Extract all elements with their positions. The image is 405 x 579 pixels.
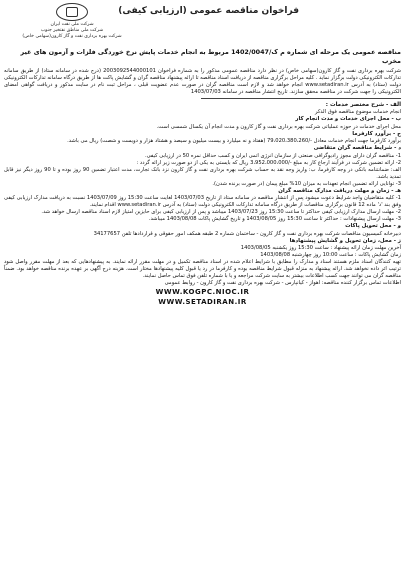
oil-company-emblem-icon bbox=[56, 3, 88, 21]
logo-line: شرکت ملی مناطق نفتخیز جنوب bbox=[40, 28, 104, 33]
section-e-title: هـ - زمان و مهلت دریافت مدارک مناقصه گران bbox=[278, 187, 401, 194]
section-a-text: انجام خدمات موضوع مناقصه فوق الذکر bbox=[314, 109, 401, 115]
notice-title: فراخوان مناقصه عمومی (ارزیابی کیفی) bbox=[118, 6, 299, 16]
section-e-item: 2- مهلت ارسال مدارک ارزیابی کیفی حداکثر تا ساعت 15:30 روز 1403/07/23 میباشد و پس از ارزیابی کیفی برای حایزین امتیاز لازم اسناد مناقصه ارسال خواهد شد. bbox=[41, 209, 401, 215]
section-g-note: اطلاعات تماس برگزار کننده مناقصه: اهواز - کیانپارس - شرکت بهره برداری نفت و گاز کارون - روابط عمومی bbox=[164, 280, 401, 286]
logo-line: شرکت بهره برداری نفت و گاز کارون(سهامی خاص) bbox=[22, 34, 122, 39]
logo-line: شرکت ملی نفت ایران bbox=[50, 22, 94, 27]
tender-main-title: مناقصه عمومی یک مرحله ای شماره م ک/1402/0047 مربوط به انجام خدمات پایش نرخ خوردگی فلزات و آزمون های غیر مخرب bbox=[20, 48, 401, 65]
section-a-title: الف - شرح مختصر خدمات : bbox=[325, 102, 401, 108]
section-d-item: الف: ضمانتنامه بانکی در وجه کارفرما، ب: واریز وجه نقد به حساب شرکت بهره برداری نفت و گاز کارون نزد بانک تجارت، مدت اعتبار تضمین 90 روز بوده و تا 90 روز دیگر نیز قابل تمدید باشد. bbox=[4, 166, 401, 180]
section-f-text: دبیرخانه کمیسیون مناقصات شرکت بهره برداری نفت و گاز کارون - ساختمان شماره 2 طبقه همکف امور حقوقی و قراردادها تلفن 34177657 bbox=[93, 230, 401, 237]
section-c-text: برآورد کارفرما جهت انجام خدمات معادل -/79،020،380،260 (هفتاد و نه میلیارد و بیست میلیون و سیصد و هشتاد هزار و دویست و شصت) ریال می باشد. bbox=[67, 138, 401, 144]
section-f-title: و - محل تحویل پاکات bbox=[345, 223, 401, 229]
section-d-item: 3- توانایی ارائه تضمین انجام تعهدات به میزان 10% مبلغ پیمان (در صورت برنده شدن). bbox=[212, 180, 401, 187]
section-c-title: ج - برآورد کارفرما bbox=[352, 130, 401, 137]
section-d-item: 2- ارائه تضمین شرکت در فرآیند ارجاع کار به مبلغ -/3،952،000،000 ریال که بایستی به یکی از دو صورت زیر ارائه گردد : bbox=[136, 159, 401, 166]
section-g-text: تهیه کنندگان اسناد ملزم هستند اسناد و مدارک را مطابق با شرایط اعلام شده در اسناد مناقصه تکمیل و در مهلت مقرر ارائه نمایند. به پیشنهادهایی که بعد از مهلت مقرر واصل شود ترتیب اثر داده نخواهد شد. ارائه پیشنهاد به منزله قبول شرایط مناقصه بوده و کارفرما در رد یا قبول کلیه پیشنهادها مختار است. هزینه درج آگهی بر عهده برنده مناقصه خواهد بود. ضمناً مناقصه گران می توانند جهت کسب اطلاعات بیشتر به سایت شرکت مراجعه و یا با شماره تلفن فوق تماس حاصل نمایند. bbox=[4, 259, 401, 279]
section-b-text: محل اجرای خدمات در حوزه عملیاتی شرکت بهره برداری نفت و گاز کارون و مدت انجام آن یکسال شمسی است. bbox=[156, 123, 401, 130]
section-b-title: ب - محل اجرای خدمات و مدت انجام کار bbox=[295, 116, 401, 122]
section-e-item: 1- کلیه متقاضیان واجد شرایط دعوت میشود پس از انتشار مناقصه در سامانه ستاد از تاریخ 1403/07/03 لغایت ساعت 15:30 روز 1403/07/09 نسبت به دریافت مدارک ارزیابی کیفی وفق بند 'د' ماده 12 قانون برگزاری مناقصات از طریق درگاه سامانه تدارکات الکترونیکی دولت (ستاد) به آدرس www.setadiran.ir اقدام نمایند. bbox=[4, 195, 401, 208]
section-g-item: زمان گشایش پاکات : ساعت 10:00 روز چهارشنبه 1403/08/08 bbox=[260, 252, 401, 258]
company-logo bbox=[12, 3, 132, 45]
website-setadiran[interactable]: WWW.SETADIRAN.IR bbox=[158, 298, 247, 306]
section-g-title: ز - محل، زمان تحویل و گشایش پیشنهادها bbox=[289, 237, 401, 244]
header bbox=[4, 3, 401, 47]
intro-paragraph: شرکت بهره برداری نفت و گاز کارون(سهامی خاص) در نظر دارد مناقصه عمومی مذکور را به شماره فراخوان 2003092544000101 (درج شده در سامانه ستاد) از طریق سامانه تدارکات الکترونیکی دولت برگزار نماید . کلیه مراحل برگزاری مناقصه از دریافت اسناد مناقصه تا ارائه پیشنهاد مناقصه گران و گشایش پاکت ها از طریق درگاه سامانه تدارکات الکترونیکی دولت (ستاد) به آدرس www.setadiran.ir انجام خواهد شد و لازم است مناقصه گران در صورت عدم عضویت قبلی ، مراحل ثبت نام در سایت مذکور و دریافت گواهی امضای الکترونیکی را جهت شرکت در مناقصه محقق سازند. تاریخ انتشار مناقصه در سامانه 1403/07/03 bbox=[4, 68, 401, 95]
tender-notice bbox=[4, 3, 401, 573]
divider bbox=[201, 98, 401, 99]
section-d-title: د - شرایط مناقصه گران متقاضی bbox=[313, 145, 401, 151]
section-e-item: 3- مهلت ارسال پیشنهادات : حداکثر تا ساعت 15:30 روز 1403/08/05 و تاریخ گشایش پاکات 1403/08/08 میباشد. bbox=[148, 216, 401, 222]
section-d-item: 1- مناقصه گران دارای مجوز رادیوگرافی صنعتی از سازمان انرژی اتمی ایران و کسب حداقل نمره 50 در ارزیابی کیفی. bbox=[144, 152, 401, 159]
section-g-item: آخرین مهلت زمان ارائه پیشنهاد : ساعت 15:30 روز یکشنبه 1403/08/05 bbox=[240, 245, 401, 251]
website-kogpc[interactable]: WWW.KOGPC.NIOC.IR bbox=[155, 288, 250, 296]
